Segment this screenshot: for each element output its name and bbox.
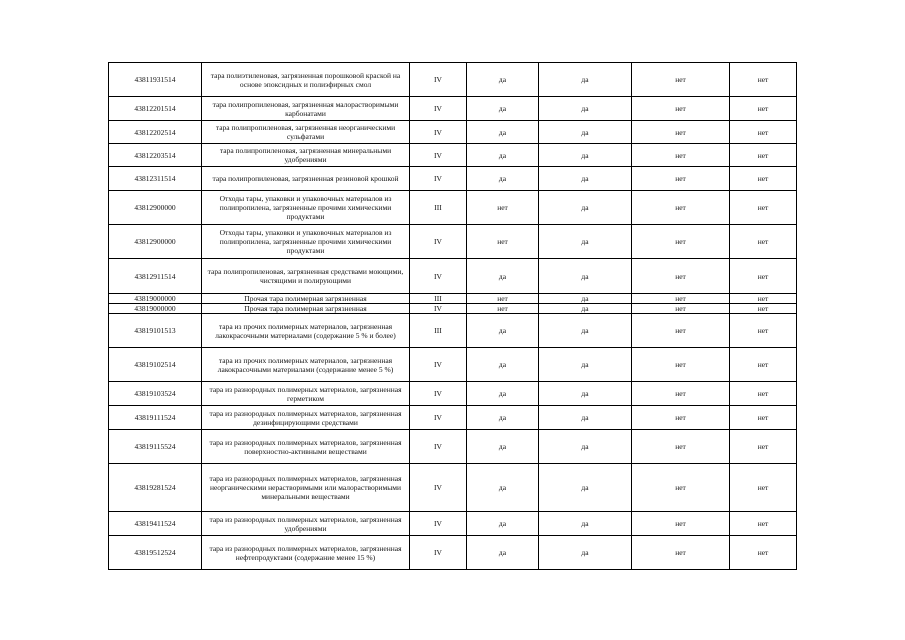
waste-code: 43812201514 — [109, 97, 202, 121]
table-row — [109, 430, 797, 464]
table-row — [109, 144, 797, 167]
hazard-class: III — [410, 191, 467, 225]
cell-b: да — [539, 430, 632, 464]
cell-c: нет — [632, 304, 730, 314]
cell-d: нет — [730, 536, 797, 570]
cell-b: да — [539, 63, 632, 97]
waste-name: тара полипропиленовая, загрязненная неорганическими сульфатами — [202, 121, 410, 144]
waste-name: тара полипропиленовая, загрязненная резиновой крошкой — [202, 167, 410, 191]
waste-name: тара полипропиленовая, загрязненная средствами моющими, чистящими и полирующими — [202, 259, 410, 294]
cell-a: да — [467, 97, 539, 121]
cell-c: нет — [632, 144, 730, 167]
hazard-class: IV — [410, 167, 467, 191]
waste-code: 43812311514 — [109, 167, 202, 191]
table-row — [109, 536, 797, 570]
cell-b: да — [539, 97, 632, 121]
cell-c: нет — [632, 382, 730, 406]
cell-b: да — [539, 512, 632, 536]
cell-d: нет — [730, 225, 797, 259]
waste-name: тара полипропиленовая, загрязненная малорастворимыми карбонатами — [202, 97, 410, 121]
cell-d: нет — [730, 191, 797, 225]
table-row — [109, 406, 797, 430]
cell-b: да — [539, 121, 632, 144]
cell-c: нет — [632, 314, 730, 348]
cell-c: нет — [632, 406, 730, 430]
cell-a: да — [467, 63, 539, 97]
cell-a: да — [467, 536, 539, 570]
hazard-class: IV — [410, 121, 467, 144]
waste-table — [108, 62, 797, 570]
waste-name: тара из разнородных полимерных материалов, загрязненная дезинфицирующими средствами — [202, 406, 410, 430]
cell-d: нет — [730, 167, 797, 191]
waste-name: тара из разнородных полимерных материалов, загрязненная герметиком — [202, 382, 410, 406]
cell-b: да — [539, 536, 632, 570]
table-row — [109, 348, 797, 382]
waste-code: 43819115524 — [109, 430, 202, 464]
cell-b: да — [539, 464, 632, 512]
cell-c: нет — [632, 225, 730, 259]
waste-name: тара из разнородных полимерных материалов, загрязненная удобрениями — [202, 512, 410, 536]
hazard-class: IV — [410, 304, 467, 314]
waste-name: Прочая тара полимерная загрязненная — [202, 294, 410, 304]
hazard-class: IV — [410, 406, 467, 430]
cell-a: да — [467, 382, 539, 406]
cell-d: нет — [730, 464, 797, 512]
waste-code: 43819000000 — [109, 294, 202, 304]
cell-c: нет — [632, 512, 730, 536]
cell-b: да — [539, 259, 632, 294]
waste-name: тара из разнородных полимерных материалов, загрязненная нефтепродуктами (содержание менее 15 %) — [202, 536, 410, 570]
cell-d: нет — [730, 304, 797, 314]
cell-c: нет — [632, 97, 730, 121]
waste-name: Прочая тара полимерная загрязненная — [202, 304, 410, 314]
table-row — [109, 121, 797, 144]
cell-c: нет — [632, 430, 730, 464]
hazard-class: IV — [410, 512, 467, 536]
waste-name: Отходы тары, упаковки и упаковочных материалов из полипропилена, загрязненные прочими химическими продуктами — [202, 191, 410, 225]
waste-name: тара из прочих полимерных материалов, загрязненная лакокрасочными материалами (содержание менее 5 %) — [202, 348, 410, 382]
cell-d: нет — [730, 294, 797, 304]
cell-c: нет — [632, 121, 730, 144]
table-row — [109, 191, 797, 225]
table-row — [109, 97, 797, 121]
waste-name: тара полиэтиленовая, загрязненная порошковой краской на основе эпоксидных и полиэфирных смол — [202, 63, 410, 97]
cell-b: да — [539, 191, 632, 225]
cell-c: нет — [632, 464, 730, 512]
cell-d: нет — [730, 63, 797, 97]
document-page — [108, 62, 796, 570]
table-row — [109, 225, 797, 259]
cell-a: да — [467, 348, 539, 382]
table-body — [109, 63, 797, 570]
waste-code: 43819411524 — [109, 512, 202, 536]
hazard-class: IV — [410, 144, 467, 167]
cell-c: нет — [632, 63, 730, 97]
cell-c: нет — [632, 348, 730, 382]
cell-d: нет — [730, 430, 797, 464]
cell-d: нет — [730, 406, 797, 430]
cell-b: да — [539, 314, 632, 348]
cell-d: нет — [730, 382, 797, 406]
cell-b: да — [539, 225, 632, 259]
table-row — [109, 382, 797, 406]
cell-a: да — [467, 167, 539, 191]
cell-a: да — [467, 314, 539, 348]
hazard-class: III — [410, 314, 467, 348]
waste-code: 43819102514 — [109, 348, 202, 382]
hazard-class: IV — [410, 348, 467, 382]
waste-code: 43819101513 — [109, 314, 202, 348]
waste-name: тара из прочих полимерных материалов, загрязненная лакокрасочными материалами (содержание 5 % и более) — [202, 314, 410, 348]
cell-c: нет — [632, 259, 730, 294]
cell-b: да — [539, 382, 632, 406]
cell-d: нет — [730, 97, 797, 121]
hazard-class: IV — [410, 382, 467, 406]
waste-code: 43819000000 — [109, 304, 202, 314]
cell-b: да — [539, 406, 632, 430]
waste-code: 43819281524 — [109, 464, 202, 512]
waste-name: тара из разнородных полимерных материалов, загрязненная поверхностно-активными веществами — [202, 430, 410, 464]
waste-code: 43812911514 — [109, 259, 202, 294]
cell-a: да — [467, 259, 539, 294]
waste-name: тара из разнородных полимерных материалов, загрязненная неорганическими нерастворимыми или малорастворимыми минеральными веществами — [202, 464, 410, 512]
waste-code: 43812900000 — [109, 191, 202, 225]
table-row — [109, 294, 797, 304]
waste-code: 43819103524 — [109, 382, 202, 406]
cell-c: нет — [632, 191, 730, 225]
table-row — [109, 314, 797, 348]
cell-d: нет — [730, 348, 797, 382]
waste-name: тара полипропиленовая, загрязненная минеральными удобрениями — [202, 144, 410, 167]
hazard-class: III — [410, 294, 467, 304]
cell-a: нет — [467, 294, 539, 304]
cell-a: да — [467, 144, 539, 167]
cell-d: нет — [730, 512, 797, 536]
hazard-class: IV — [410, 430, 467, 464]
waste-name: Отходы тары, упаковки и упаковочных материалов из полипропилена, загрязненные прочими химическими продуктами — [202, 225, 410, 259]
table-row — [109, 259, 797, 294]
table-row — [109, 63, 797, 97]
hazard-class: IV — [410, 536, 467, 570]
cell-a: да — [467, 464, 539, 512]
table-row — [109, 464, 797, 512]
cell-c: нет — [632, 167, 730, 191]
waste-code: 43812900000 — [109, 225, 202, 259]
cell-a: да — [467, 121, 539, 144]
cell-b: да — [539, 294, 632, 304]
table-row — [109, 512, 797, 536]
cell-c: нет — [632, 536, 730, 570]
table-row — [109, 304, 797, 314]
cell-c: нет — [632, 294, 730, 304]
hazard-class: IV — [410, 464, 467, 512]
waste-code: 43819512524 — [109, 536, 202, 570]
cell-a: нет — [467, 191, 539, 225]
cell-b: да — [539, 144, 632, 167]
cell-d: нет — [730, 144, 797, 167]
cell-d: нет — [730, 121, 797, 144]
hazard-class: IV — [410, 225, 467, 259]
cell-b: да — [539, 348, 632, 382]
waste-code: 43812202514 — [109, 121, 202, 144]
waste-code: 43819111524 — [109, 406, 202, 430]
cell-a: да — [467, 512, 539, 536]
cell-d: нет — [730, 259, 797, 294]
cell-a: нет — [467, 225, 539, 259]
hazard-class: IV — [410, 97, 467, 121]
hazard-class: IV — [410, 63, 467, 97]
cell-a: да — [467, 430, 539, 464]
cell-b: да — [539, 304, 632, 314]
cell-d: нет — [730, 314, 797, 348]
hazard-class: IV — [410, 259, 467, 294]
cell-b: да — [539, 167, 632, 191]
table-row — [109, 167, 797, 191]
cell-a: да — [467, 406, 539, 430]
cell-a: нет — [467, 304, 539, 314]
waste-code: 43812203514 — [109, 144, 202, 167]
waste-code: 43811931514 — [109, 63, 202, 97]
